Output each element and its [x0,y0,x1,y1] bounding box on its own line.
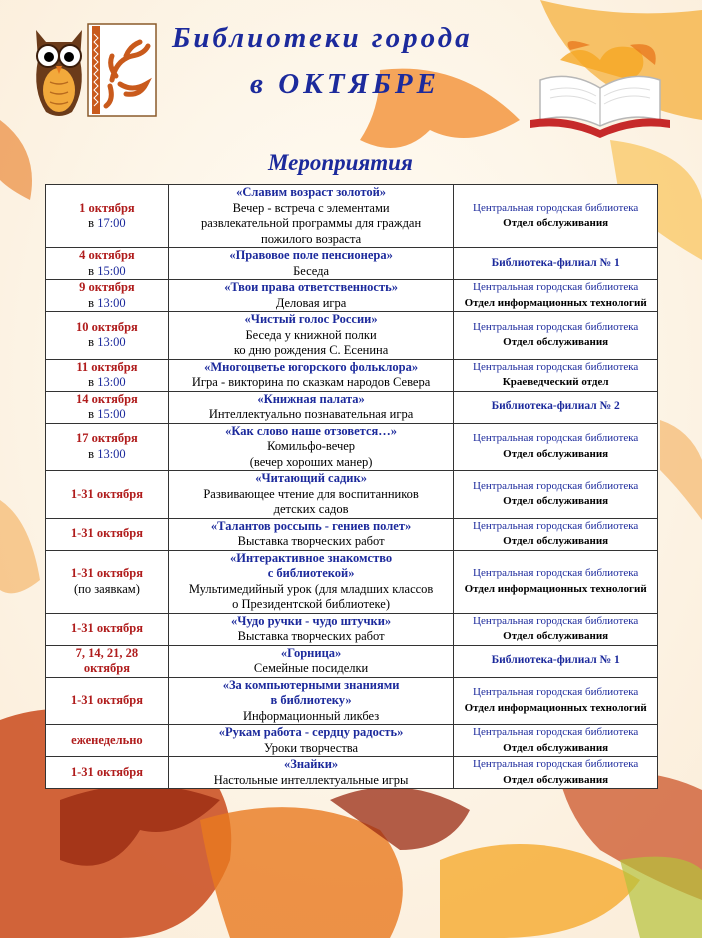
event-location-cell [454,248,658,280]
location-branch: Библиотека-филиал № 1 [491,654,620,667]
location-library: Центральная городская библиотека [473,758,639,770]
event-time-prefix: в [88,335,95,350]
event-date-cell [46,471,169,519]
event-description: пожилого возраста [261,231,362,246]
event-info-cell [168,757,453,789]
event-date: 1-31 октября [70,693,144,707]
location-department: Отдел обслуживания [503,630,609,642]
event-description: Деловая игра [275,295,347,310]
event-title: с библиотекой» [267,566,355,580]
event-time [48,335,166,351]
event-location-cell [454,280,658,312]
event-location-cell [454,757,658,789]
event-date: 1-31 октября [70,526,144,541]
event-row [46,645,658,677]
event-description: Выставка творческих работ [237,534,385,548]
event-description: Информационный ликбез [242,708,380,723]
location-department: Краеведческий отдел [502,376,609,388]
event-date-cell [46,185,169,248]
event-row [46,280,658,312]
events-table [45,184,658,789]
event-date-cell [46,757,169,789]
event-title: «Рукам работа - сердцу радость» [218,725,404,739]
event-row [46,312,658,360]
event-info-cell [168,391,453,423]
event-location-cell [454,359,658,391]
event-info-cell [168,677,453,725]
event-date-cell [46,725,169,757]
event-time-value: 17:00 [97,216,126,230]
location-library: Центральная городская библиотека [473,479,639,492]
event-description: Комильфо-вечер [267,439,356,453]
page-title-line2: в ОКТЯБРЕ [250,68,440,100]
event-title: «Горница» [280,645,342,660]
event-description: Интеллектуально познавательная игра [208,407,414,421]
location-library: Центральная городская библиотека [473,432,639,445]
event-info-cell [168,248,453,280]
event-info-cell [168,518,453,550]
event-date-cell [46,613,169,645]
event-time-value: 15:00 [97,407,126,421]
event-date-cell [46,248,169,280]
event-time [48,296,166,312]
location-library: Центральная городская библиотека [473,281,639,293]
event-date-cell [46,518,169,550]
location-department: Отдел обслуживания [503,741,609,754]
event-location-cell [454,725,658,757]
event-title: «Правовое поле пенсионера» [229,248,393,262]
location-department: Отдел информационных технологий [464,582,647,595]
event-date-cell [46,280,169,312]
location-library: Центральная городская библиотека [473,360,639,373]
event-description: Выставка творческих работ [237,629,385,643]
location-library: Центральная городская библиотека [473,686,639,699]
event-location-cell [454,391,658,423]
event-time-prefix: в [88,375,95,389]
open-book-icon [520,40,680,140]
event-time-value: 13:00 [97,375,126,389]
event-info-cell [168,280,453,312]
event-time [48,264,166,280]
event-info-cell [168,312,453,360]
event-description: ко дню рождения С. Есенина [233,343,389,357]
event-date: 7, 14, 21, 28 [75,645,139,660]
event-row [46,391,658,423]
event-row [46,550,658,613]
event-title: «Чудо ручки - чудо штучки» [230,613,392,628]
event-row [46,248,658,280]
event-date: 1-31 октября [70,621,144,636]
event-date-cell [46,550,169,613]
event-info-cell [168,359,453,391]
event-title: «Интерактивное знакомство [230,550,393,565]
location-department: Отдел информационных технологий [464,296,647,309]
location-department: Отдел обслуживания [503,495,609,508]
event-description: Мультимедийный урок (для младших классов [188,581,434,596]
event-date: 17 октября [76,431,138,446]
event-description: Беседа у книжной полки [245,327,377,342]
event-time-value: 13:00 [97,446,126,461]
event-location-cell [454,471,658,519]
event-date-cell [46,677,169,725]
event-description: Настольные интеллектуальные игры [213,772,409,787]
location-library: Центральная городская библиотека [473,320,639,333]
event-info-cell [168,185,453,248]
event-date: 1 октября [79,200,135,215]
event-time-prefix: в [88,216,95,230]
event-title: «Знайки» [284,757,339,771]
event-location-cell [454,312,658,360]
event-description: Беседа [293,263,330,278]
library-logo-icon [86,20,158,120]
location-department: Отдел обслуживания [503,336,609,349]
owl-icon [28,20,90,122]
location-library: Центральная городская библиотека [473,726,639,738]
event-row [46,471,658,519]
event-date-cell [46,391,169,423]
section-subtitle: Мероприятия [268,150,413,175]
event-description: Игра - викторина по сказкам народов Севера [191,375,431,389]
event-info-cell [168,471,453,519]
event-time-prefix: в [88,407,95,421]
event-date: 10 октября [76,319,138,334]
event-title: «Читающий садик» [255,471,367,485]
location-department: Отдел обслуживания [503,447,609,460]
event-info-cell [168,550,453,613]
event-info-cell [168,613,453,645]
event-date: 9 октября [79,280,135,294]
location-library: Центральная городская библиотека [473,201,639,214]
event-title: «Славим возраст золотой» [236,185,387,199]
event-time-value: 13:00 [97,295,126,310]
event-time-prefix: в [88,295,95,310]
event-time-value: 13:00 [97,335,126,350]
event-location-cell [454,423,658,471]
event-title: «Многоцветье югорского фольклора» [204,359,419,374]
event-date-cell [46,423,169,471]
event-date-cell [46,645,169,677]
location-library: Центральная городская библиотека [473,567,639,579]
event-date: еженедельно [71,732,143,747]
event-title: «Книжная палата» [257,391,365,406]
event-description: (вечер хороших манер) [249,454,373,469]
event-date: 11 октября [76,359,138,374]
event-date: 14 октября [76,391,138,406]
event-description: о Президентской библиотеке) [232,597,390,611]
event-date: 4 октября [79,248,135,262]
event-row [46,677,658,725]
location-department: Отдел обслуживания [503,217,609,229]
event-description: развлекательной программы для граждан [201,216,422,230]
event-location-cell [454,550,658,613]
event-time [48,447,166,463]
event-time [48,407,166,423]
event-title: «Чистый голос России» [244,312,378,326]
event-title: «Талантов россыпь - гениев полет» [210,518,412,533]
event-row [46,423,658,471]
event-title: «Твои права ответственность» [224,280,398,294]
event-location-cell [454,645,658,677]
event-description: Уроки творчества [264,740,359,755]
event-info-cell [168,645,453,677]
event-description: Вечер - встреча с элементами [232,200,390,215]
event-location-cell [454,518,658,550]
event-note: (по заявкам) [73,581,140,596]
location-department: Отдел обслуживания [503,535,609,547]
event-time-prefix: в [88,446,95,461]
event-description: Семейные посиделки [253,661,369,675]
event-info-cell [168,725,453,757]
event-row [46,185,658,248]
event-time-prefix: в [88,263,95,278]
event-time-value: 15:00 [97,263,126,278]
event-date: 1-31 октября [70,486,144,501]
event-title: «За компьютерными знаниями [222,677,400,692]
event-time [48,216,166,232]
event-title: «Как слово наше отзовется…» [225,423,398,438]
location-branch: Библиотека-филиал № 1 [491,256,620,269]
event-row [46,359,658,391]
event-row [46,725,658,757]
event-date-cell [46,359,169,391]
event-time [48,375,166,391]
event-row [46,518,658,550]
location-library: Центральная городская библиотека [473,519,639,532]
event-date: 1-31 октября [70,764,144,779]
event-row [46,613,658,645]
event-title: в библиотеку» [270,693,352,707]
event-date: октября [83,661,130,675]
location-library: Центральная городская библиотека [473,614,639,627]
page-title-line1: Библиотеки города [172,22,473,54]
event-date-cell [46,312,169,360]
event-description: детских садов [273,502,349,516]
location-department: Отдел обслуживания [503,773,609,786]
event-location-cell [454,185,658,248]
event-info-cell [168,423,453,471]
event-row [46,757,658,789]
event-description: Развивающее чтение для воспитанников [203,486,419,501]
event-location-cell [454,677,658,725]
location-branch: Библиотека-филиал № 2 [491,400,620,413]
event-location-cell [454,613,658,645]
event-date: 1-31 октября [70,566,144,580]
location-department: Отдел информационных технологий [464,701,647,714]
